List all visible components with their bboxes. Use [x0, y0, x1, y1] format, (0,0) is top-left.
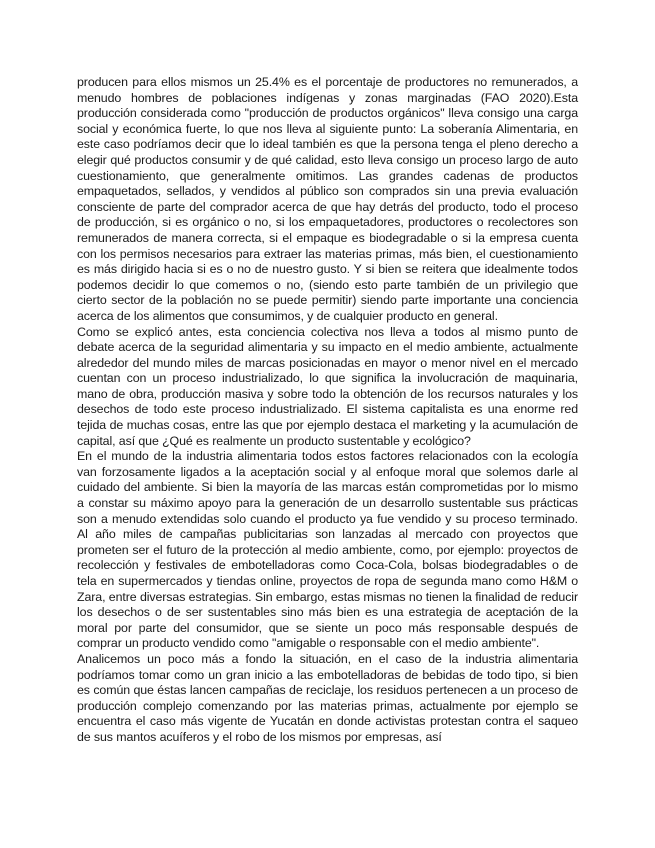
paragraph-4: Analicemos un poco más a fondo la situación, en el caso de la industria alimentaria podríamos tomar como un gran inicio a las embotelladoras de bebidas de todo tipo, si bien es común que éstas lancen campañas de reciclaje, los residuos pertenecen a un proceso de producción complejo comenzando por las materias primas, actualmente por ejemplo se encuentra el caso más vigente de Yucatán en donde activistas protestan contra el saqueo de sus mantos acuíferos y el robo de los mismos por empresas, así	[77, 651, 578, 744]
paragraph-1: producen para ellos mismos un 25.4% es el porcentaje de productores no remunerados, a menudo hombres de poblaciones indígenas y zonas marginadas (FAO 2020).Esta producción considerada como "producción de productos orgánicos" lleva consigo una carga social y económica fuerte, lo que nos lleva al siguiente punto: La soberanía Alimentaria, en este caso podríamos decir que lo ideal también es que la persona tenga el pleno derecho a elegir qué productos consumir y de qué calidad, esto lleva consigo un proceso largo de auto cuestionamiento, que generalmente omitimos. Las grandes cadenas de productos empaquetados, sellados, y vendidos al público son comprados sin una previa evaluación consciente de parte del comprador acerca de que hay detrás del producto, todo el proceso de producción, si es orgánico o no, si los empaquetadores, productores o recolectores son remunerados de manera correcta, si el empaque es biodegradable o si la empresa cuenta con los permisos necesarios para extraer las materias primas, más bien, el cuestionamiento es más dirigido hacia si es o no de nuestro gusto. Y si bien se reitera que idealmente todos podemos decidir lo que comemos o no, (siendo esto parte también de un privilegio que cierto sector de la población no se puede permitir) siendo parte importante una conciencia acerca de los alimentos que consumimos, y de cualquier producto en general.	[77, 75, 578, 323]
paragraph-2: Como se explicó antes, esta conciencia colectiva nos lleva a todos al mismo punto de debate acerca de la seguridad alimentaria y su impacto en el medio ambiente, actualmente alrededor del mundo miles de marcas posicionadas en mayor o menor nivel en el mercado cuentan con un proceso industrializado, lo que significa la involucración de maquinaria, mano de obra, producción masiva y sobre todo la obtención de los recursos naturales y los desechos de todo este proceso industrializado. El sistema capitalista es una enorme red tejida de muchas cosas, entre las que por ejemplo destaca el marketing y la acumulación de capital, así que ¿Qué es realmente un producto sustentable y ecológico?	[77, 324, 578, 448]
body-text	[77, 75, 578, 746]
paragraph-3: En el mundo de la industria alimentaria todos estos factores relacionados con la ecología van forzosamente ligados a la aceptación social y al enfoque moral que solemos darle al cuidado del ambiente. Si bien la mayoría de las marcas están comprometidas por lo mismo a constar su máximo apoyo para la generación de un desarrollo sustentable sus prácticas son a menudo extendidas solo cuando el producto ya fue vendido y su proceso terminado. Al año miles de campañas publicitarias son lanzadas al mercado con proyectos que prometen ser el futuro de la protección al medio ambiente, como, por ejemplo: proyectos de recolección y festivales de embotelladoras como Coca-Cola, bolsas biodegradables o de tela en supermercados y tiendas online, proyectos de ropa de segunda mano como H&M o Zara, entre diversas estrategias. Sin embargo, estas mismas no tienen la finalidad de reducir los desechos o de ser sustentables sino más bien es una estrategia de aceptación de la moral por parte del consumidor, que se siente un poco más responsable después de comprar un producto vendido como "amigable o responsable con el medio ambiente".	[77, 449, 578, 651]
